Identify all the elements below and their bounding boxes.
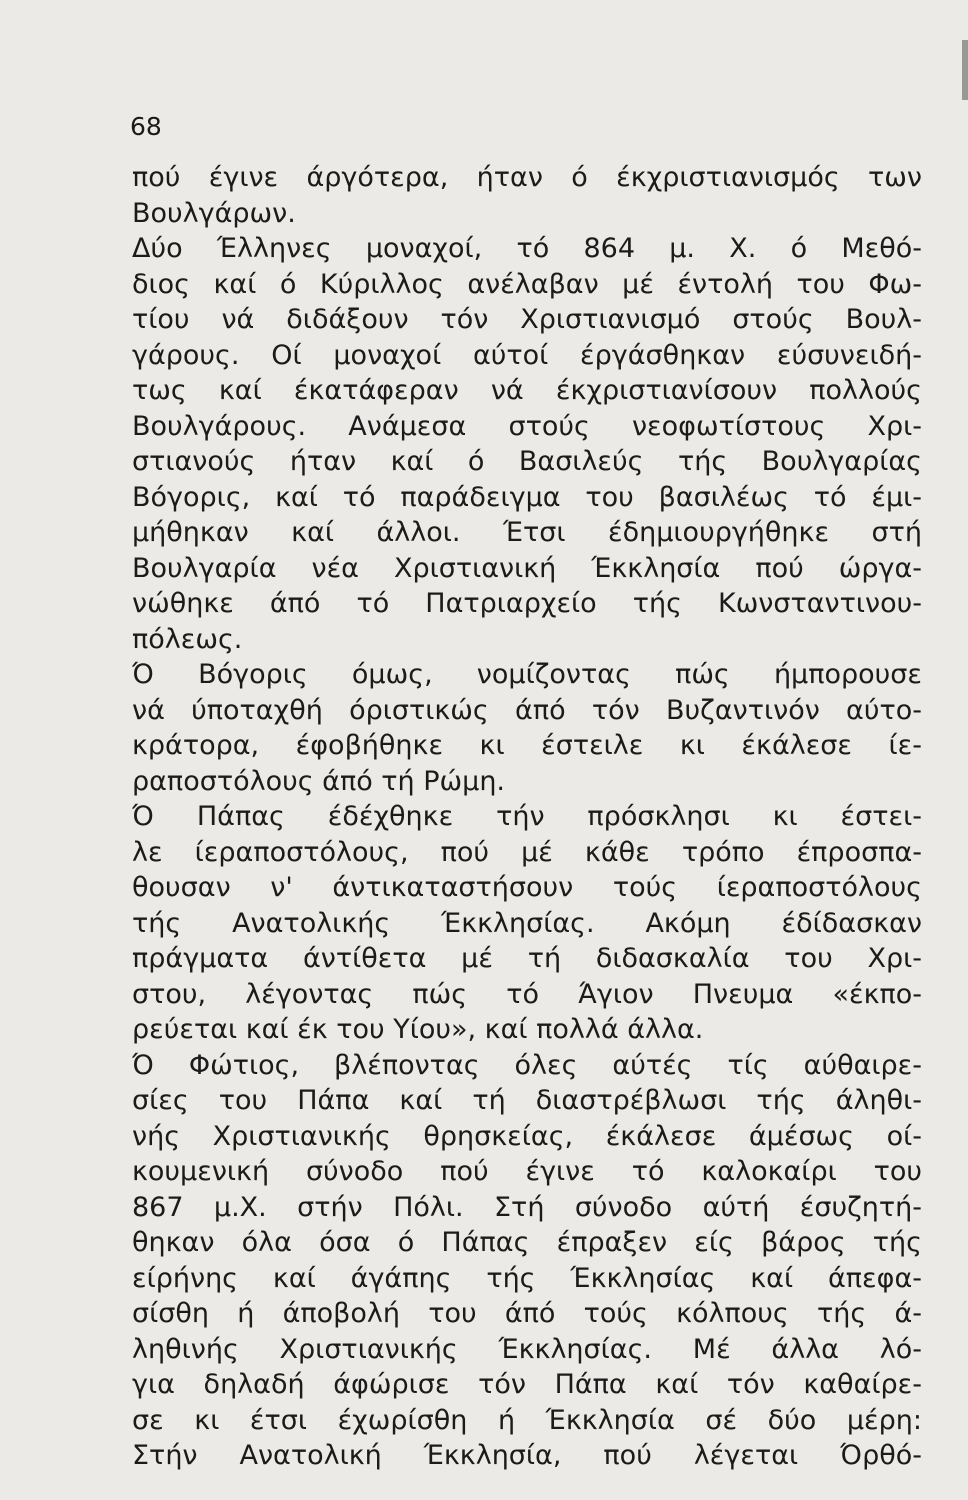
text-line: Ό Πάπας έδέχθηκε τήν πρόσκλησι κι έστει- bbox=[132, 801, 922, 832]
text-line: στου, λέγοντας πώς τό Άγιον Πνευμα «έκπο- bbox=[132, 978, 922, 1010]
text-line: στιανούς ήταν καί ό Βασιλεύς τής Βουλγαρίας bbox=[132, 446, 922, 477]
text-line: ληθινής Χριστιανικής Έκκλησίας. Μέ άλλα λό- bbox=[132, 1333, 922, 1365]
text-line: Ό Φώτιος, βλέποντας όλες αύτές τίς αύθαιρε- bbox=[132, 1049, 922, 1081]
text-line: πόλεως. bbox=[132, 623, 243, 655]
text-line: Δύο Έλληνες μοναχοί, τό 864 μ. Χ. ό Μεθό- bbox=[132, 233, 922, 264]
text-line: θηκαν όλα όσα ό Πάπας έπραξεν είς βάρος τής bbox=[132, 1227, 922, 1258]
text-line: θουσαν ν' άντικαταστήσουν τούς ίεραποστόλους bbox=[132, 872, 922, 903]
page-edge-shadow bbox=[962, 40, 968, 100]
text-line: διος καί ό Κύριλλος ανέλαβαν μέ έντολή του Φω- bbox=[132, 268, 922, 300]
text-line: είρήνης καί άγάπης τής Έκκλησίας καί άπεφα- bbox=[132, 1262, 922, 1294]
text-line: κράτορα, έφοβήθηκε κι έστειλε κι έκάλεσε ίε- bbox=[132, 730, 922, 761]
text-line: Βουλγαρία νέα Χριστιανική Έκκλησία πού ώργα- bbox=[132, 552, 922, 584]
text-line: Βουλγάρων. bbox=[132, 197, 296, 229]
text-line: για δηλαδή άφώρισε τόν Πάπα καί τόν καθαίρε- bbox=[132, 1369, 922, 1400]
text-line: κουμενική σύνοδο πού έγινε τό καλοκαίρι του bbox=[132, 1156, 922, 1187]
text-line: σίσθη ή άποβολή του άπό τούς κόλπους τής ά- bbox=[132, 1298, 922, 1329]
text-line: λε ίεραποστόλους, πού μέ κάθε τρόπο έπροσπα- bbox=[132, 836, 922, 868]
page-number: 68 bbox=[130, 112, 162, 141]
text-line: μήθηκαν καί άλλοι. Έτσι έδημιουργήθηκε στή bbox=[132, 517, 922, 548]
text-line: 867 μ.Χ. στήν Πόλι. Στή σύνοδο αύτή έσυζητή- bbox=[132, 1191, 922, 1223]
body-text bbox=[132, 160, 922, 1474]
text-line: τως καί έκατάφεραν νά έκχριστιανίσουν πολλούς bbox=[132, 375, 922, 406]
text-line: νής Χριστιανικής θρησκείας, έκάλεσε άμέσως οί- bbox=[132, 1120, 922, 1152]
text-line: νά ύποταχθή όριστικώς άπό τόν Βυζαντινόν αύτο- bbox=[132, 694, 922, 726]
text-line: Βουλγάρους. Ανάμεσα στούς νεοφωτίστους Χρι- bbox=[132, 410, 922, 442]
text-line: Βόγορις, καί τό παράδειγμα του βασιλέως τό έμι- bbox=[132, 481, 922, 513]
text-line: σίες του Πάπα καί τή διαστρέβλωσι τής άληθι- bbox=[132, 1085, 922, 1116]
text-line: σε κι έτσι έχωρίσθη ή Έκκλησία σέ δύο μέρη: bbox=[132, 1404, 922, 1436]
text-line: τής Ανατολικής Έκκλησίας. Ακόμη έδίδασκαν bbox=[132, 907, 922, 939]
text-line: Ό Βόγορις όμως, νομίζοντας πώς ήμπορουσε bbox=[132, 659, 922, 690]
text-line: ρεύεται καί έκ του Υίου», καί πολλά άλλα. bbox=[132, 1014, 704, 1045]
text-line: νώθηκε άπό τό Πατριαρχείο τής Κωνσταντινου- bbox=[132, 588, 922, 619]
text-line: Στήν Ανατολική Έκκλησία, πού λέγεται Όρθό- bbox=[132, 1440, 922, 1471]
text-line: ραποστόλους άπό τή Ρώμη. bbox=[132, 765, 506, 797]
text-line: γάρους. Οί μοναχοί αύτοί έργάσθηκαν εύσυνειδή- bbox=[132, 339, 922, 371]
text-line: τίου νά διδάξουν τόν Χριστιανισμό στούς Βουλ- bbox=[132, 304, 922, 335]
text-line: πού έγινε άργότερα, ήταν ό έκχριστιανισμός των bbox=[132, 162, 922, 193]
text-line: πράγματα άντίθετα μέ τή διδασκαλία του Χρι- bbox=[132, 943, 922, 974]
